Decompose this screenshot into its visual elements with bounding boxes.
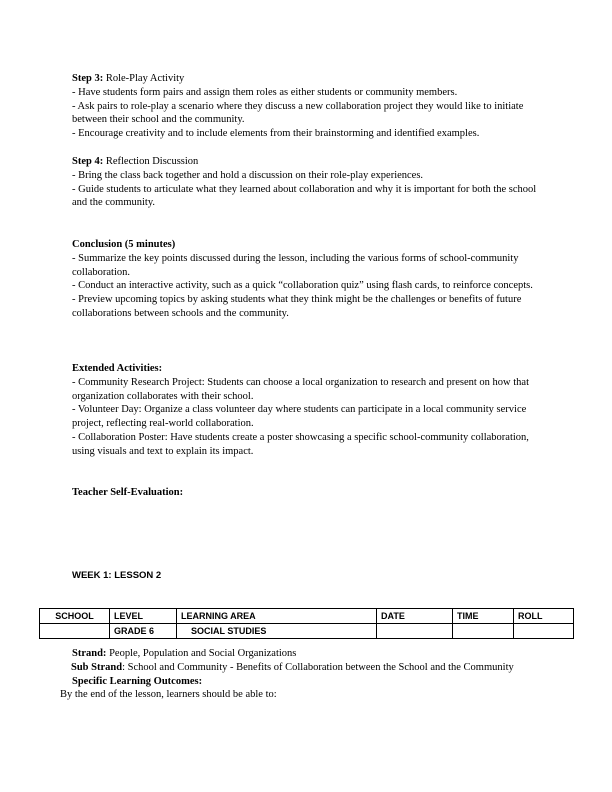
step4-heading bbox=[72, 155, 542, 169]
cell-learning-area: SOCIAL STUDIES bbox=[177, 624, 377, 639]
conclusion-section bbox=[72, 238, 542, 321]
conclusion-line: - Conduct an interactive activity, such as a quick “collaboration quiz” using flash cards, to reinforce concepts. bbox=[72, 280, 533, 292]
header-cell-time: TIME bbox=[453, 609, 514, 624]
step4-title: Reflection Discussion bbox=[103, 156, 199, 167]
strand-line bbox=[60, 647, 540, 661]
cell-level: GRADE 6 bbox=[110, 624, 177, 639]
extended-line: - Community Research Project: Students can choose a local organization to research and present on how that organization collaborates with their school. bbox=[72, 376, 530, 402]
step4-label: Step 4: bbox=[72, 156, 104, 167]
cell-time bbox=[453, 624, 514, 639]
step3-title: Role-Play Activity bbox=[103, 73, 185, 84]
header-cell-roll: ROLL bbox=[514, 609, 574, 624]
sub-strand-line bbox=[60, 661, 540, 675]
self-evaluation-section bbox=[72, 486, 542, 500]
header-cell-school: SCHOOL bbox=[40, 609, 110, 624]
table-header-row bbox=[40, 609, 574, 624]
step4-line: - Guide students to articulate what they learned about collaboration and why it is important for both the school and the community. bbox=[72, 183, 537, 209]
cell-date bbox=[377, 624, 453, 639]
conclusion-line: - Summarize the key points discussed during the lesson, including the various forms of school-community collaboration. bbox=[72, 252, 519, 278]
step4-line: - Bring the class back together and hold a discussion on their role-play experiences. bbox=[72, 169, 424, 181]
strand-value: People, Population and Social Organizations bbox=[106, 648, 297, 659]
self-evaluation-heading: Teacher Self-Evaluation: bbox=[72, 487, 184, 498]
extended-line: - Collaboration Poster: Have students create a poster showcasing a specific school-community collaboration, using visuals and text to explain its impact. bbox=[72, 431, 529, 457]
sub-strand-value: : School and Community - Benefits of Collaboration between the School and the Community bbox=[122, 661, 514, 673]
header-cell-learning-area: LEARNING AREA bbox=[177, 609, 377, 624]
step3-line: - Have students form pairs and assign them roles as either students or community members. bbox=[72, 86, 458, 98]
step4-section bbox=[72, 155, 542, 210]
extended-heading: Extended Activities: bbox=[72, 363, 163, 374]
outcomes-heading: Specific Learning Outcomes: bbox=[72, 675, 203, 687]
strand-label: Strand: bbox=[72, 648, 107, 659]
sub-strand-label: Sub Strand bbox=[71, 661, 123, 673]
step3-line: - Ask pairs to role-play a scenario where they discuss a new collaboration project they would like to initiate between their school and the community. bbox=[72, 100, 524, 126]
conclusion-heading: Conclusion (5 minutes) bbox=[72, 239, 176, 250]
step3-line: - Encourage creativity and to include elements from their brainstorming and identified examples. bbox=[72, 128, 480, 140]
cell-roll bbox=[514, 624, 574, 639]
step3-heading bbox=[72, 72, 542, 86]
header-cell-level: LEVEL bbox=[110, 609, 177, 624]
lesson-info-table bbox=[39, 608, 574, 639]
conclusion-line: - Preview upcoming topics by asking students what they think might be the challenges or benefits of future collaborations between schools and the community. bbox=[72, 294, 522, 319]
outcomes-intro: By the end of the lesson, learners should be able to: bbox=[60, 689, 277, 701]
header-cell-date: DATE bbox=[377, 609, 453, 624]
strand-section bbox=[60, 647, 540, 702]
cell-school bbox=[40, 624, 110, 639]
extended-activities-section bbox=[72, 362, 542, 459]
week-heading: WEEK 1: LESSON 2 bbox=[72, 570, 162, 581]
extended-line: - Volunteer Day: Organize a class volunteer day where students can participate in a local community service project, reflecting real-world collaboration. bbox=[72, 404, 527, 430]
step3-label: Step 3: bbox=[72, 73, 104, 84]
step3-section bbox=[72, 72, 542, 141]
table-row bbox=[40, 624, 574, 639]
